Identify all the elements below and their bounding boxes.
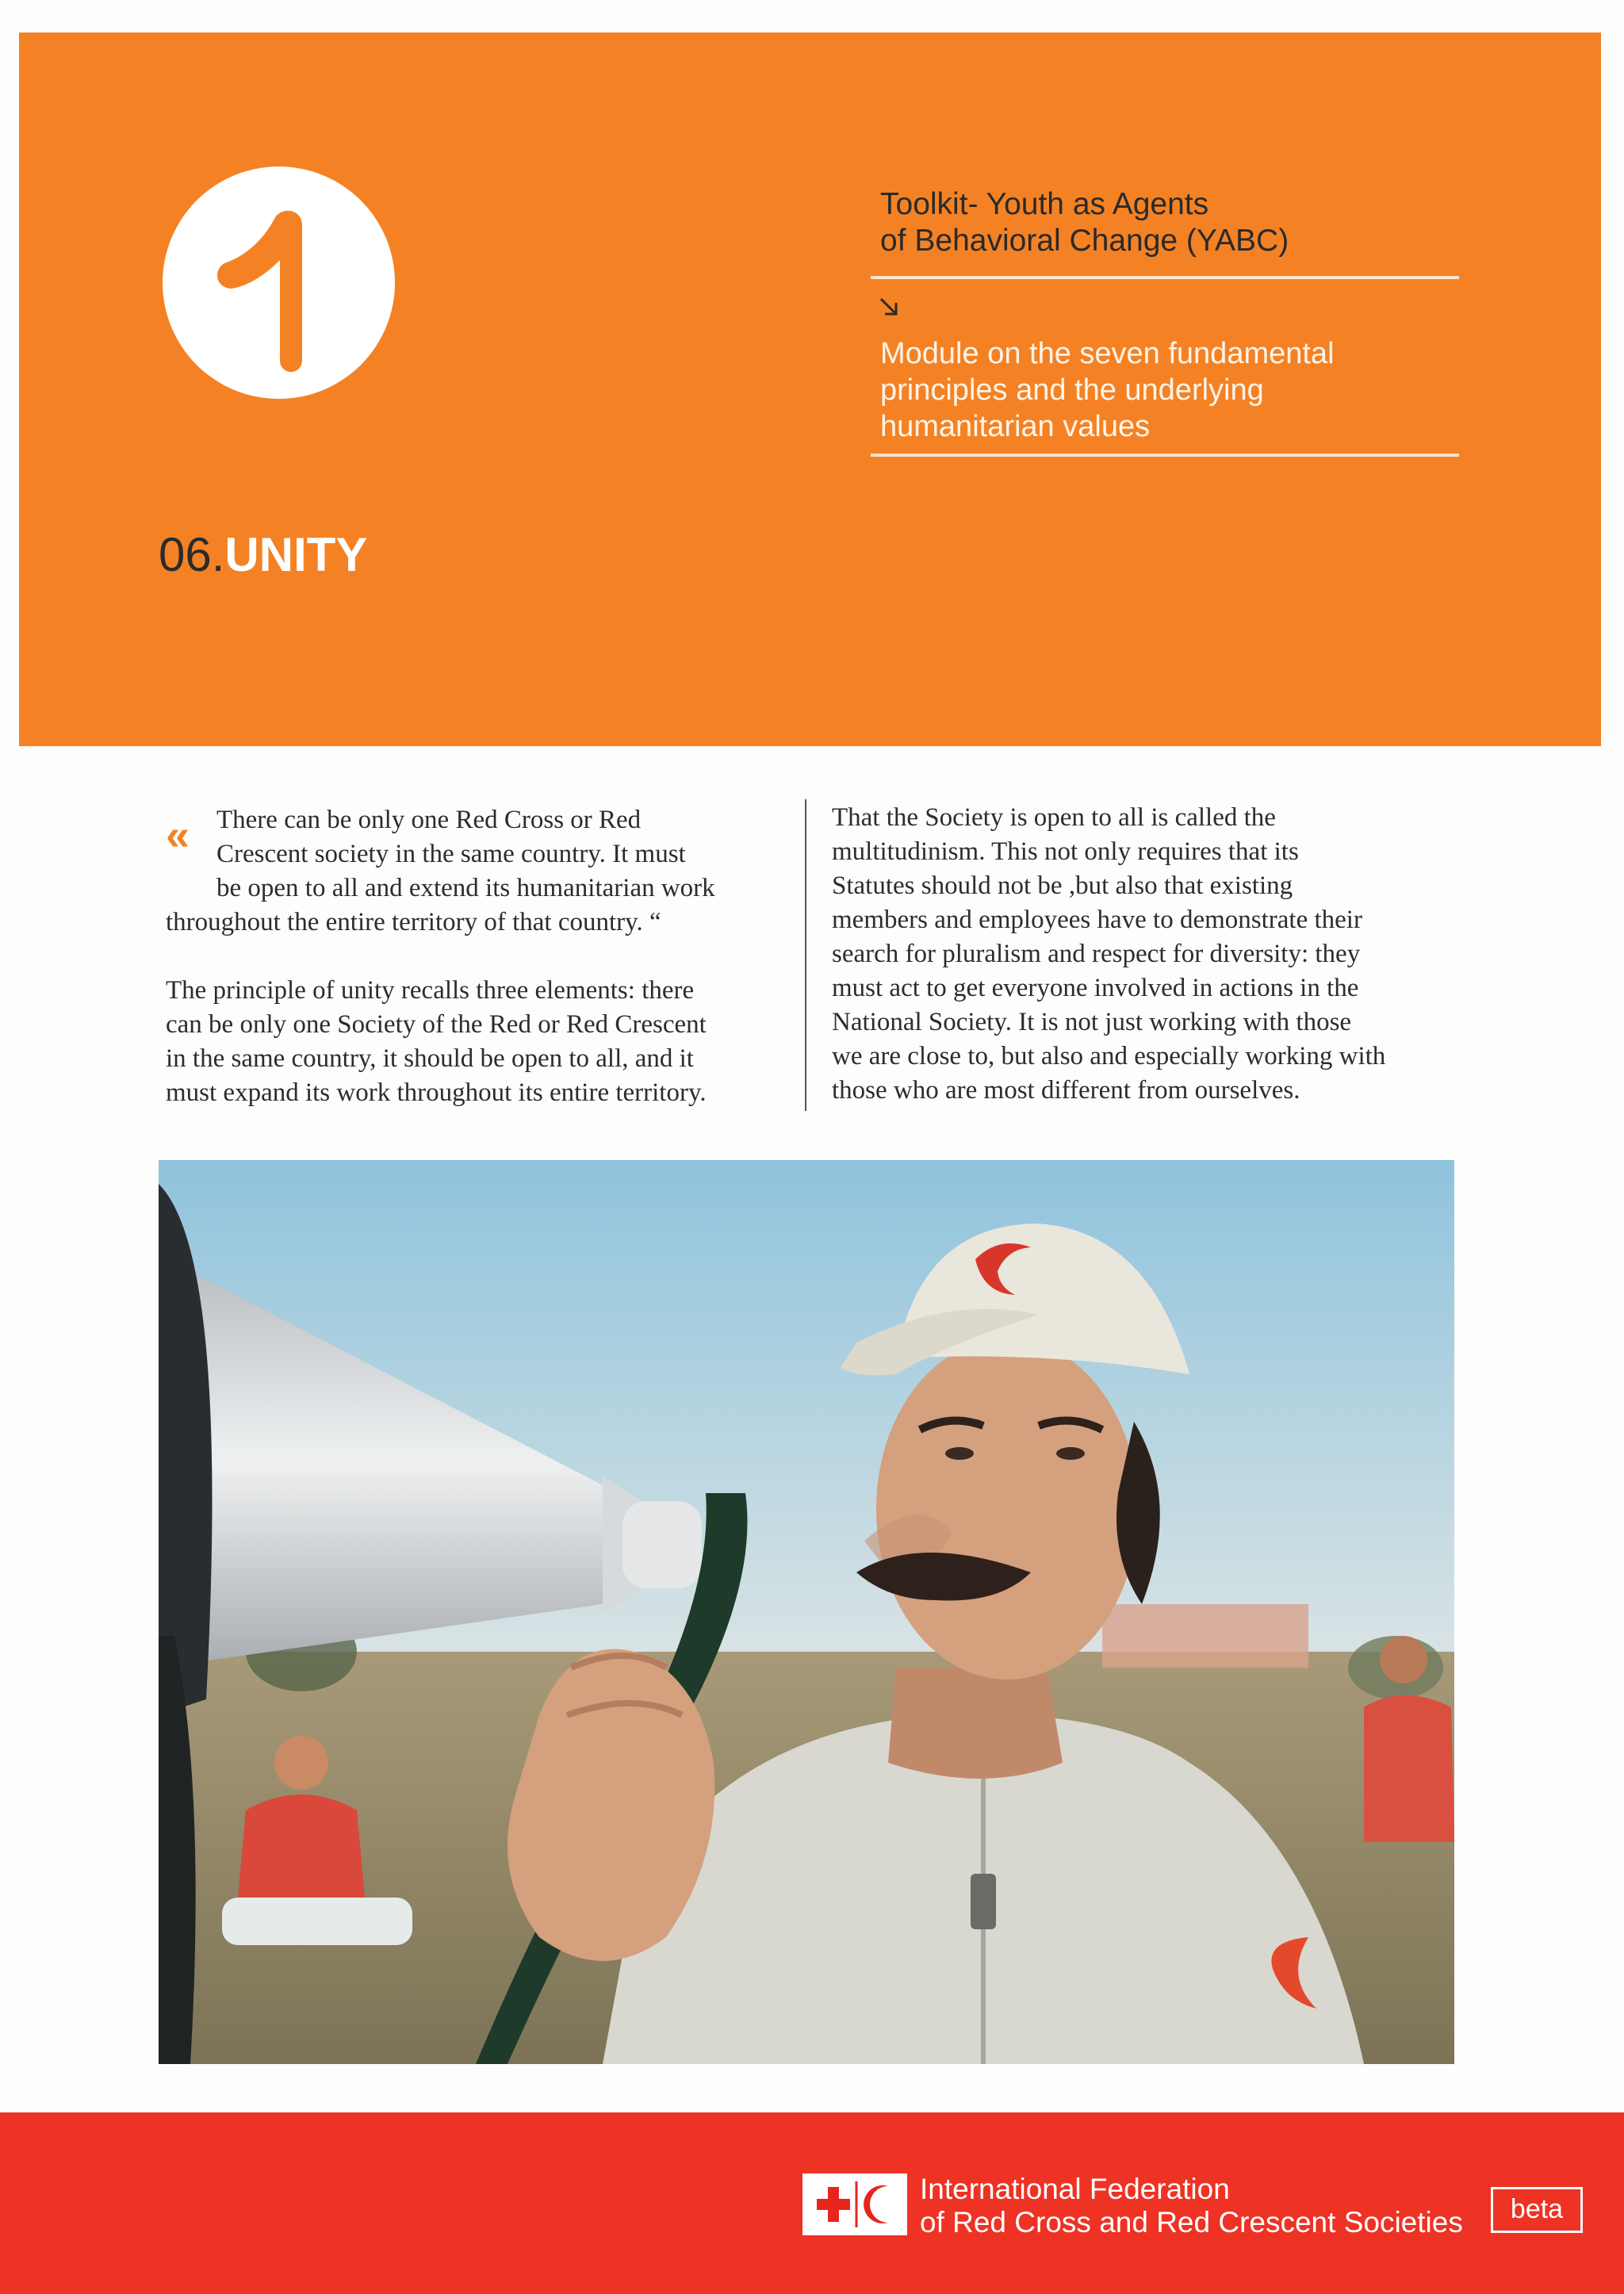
volunteer-megaphone-photo	[159, 1160, 1454, 2064]
quote-line: be open to all and extend its humanitarian work	[216, 874, 715, 902]
paragraph-line: Statutes should not be ,but also that existing	[832, 871, 1293, 900]
section-name: UNITY	[224, 528, 368, 581]
paragraph-line: members and employees have to demonstrate their	[832, 906, 1362, 934]
section-heading	[159, 527, 367, 584]
beta-badge: beta	[1491, 2187, 1583, 2233]
organization-name-line: International Federation	[920, 2173, 1230, 2205]
description-divider	[871, 454, 1459, 457]
right-column	[832, 801, 1482, 1108]
column-divider	[805, 799, 806, 1111]
left-column	[166, 803, 800, 1110]
paragraph-line: must expand its work throughout its entire territory.	[166, 1078, 707, 1107]
organization-name-line: of Red Cross and Red Crescent Societies	[920, 2206, 1463, 2238]
toolkit-title-line: of Behavioral Change (YABC)	[880, 224, 1289, 258]
paragraph-line: search for pluralism and respect for diversity: they	[832, 940, 1361, 968]
quote-block	[166, 803, 800, 940]
principle-paragraph	[166, 974, 800, 1110]
paragraph-line: That the Society is open to all is called the	[832, 803, 1276, 832]
photo-illustration	[159, 1160, 1454, 2064]
quote-line: Crescent society in the same country. It must	[216, 840, 686, 868]
paragraph-line: must act to get everyone involved in actions in the	[832, 974, 1359, 1002]
module-description-line: humanitarian values	[880, 410, 1151, 443]
module-number-badge	[163, 167, 395, 399]
red-cross-red-crescent-emblem	[802, 2173, 907, 2235]
quote-line: throughout the entire territory of that country. “	[166, 908, 661, 936]
module-description-line: principles and the underlying	[880, 373, 1264, 407]
paragraph-line: those who are most different from ourselves.	[832, 1076, 1300, 1105]
paragraph-line: can be only one Society of the Red or Red Crescent	[166, 1010, 707, 1039]
left-double-chevron-icon: «	[166, 811, 190, 859]
paragraph-line: we are close to, but also and especially working with	[832, 1042, 1386, 1070]
paragraph-line: The principle of unity recalls three elements: there	[166, 976, 695, 1005]
module-description	[880, 335, 1467, 445]
section-number: 06.	[159, 528, 225, 581]
paragraph-line: National Society. It is not just working with those	[832, 1008, 1352, 1036]
emblem-icon	[806, 2177, 904, 2232]
module-number-figure	[163, 167, 395, 399]
title-divider	[871, 276, 1459, 279]
paragraph-line: multitudinism. This not only requires that its	[832, 837, 1299, 866]
module-description-line: Module on the seven fundamental	[880, 337, 1335, 370]
organization-name	[920, 2173, 1463, 2239]
quote-line: There can be only one Red Cross or Red	[216, 806, 642, 834]
arrow-down-right-icon	[877, 295, 901, 319]
paragraph-line: in the same country, it should be open to all, and it	[166, 1044, 694, 1073]
toolkit-title	[880, 186, 1483, 259]
toolkit-title-line: Toolkit- Youth as Agents	[880, 187, 1209, 221]
